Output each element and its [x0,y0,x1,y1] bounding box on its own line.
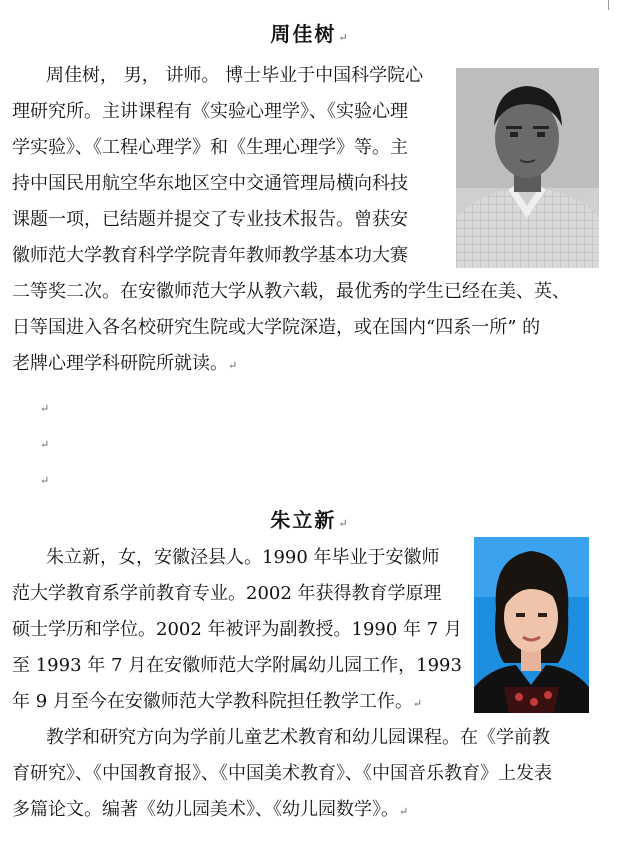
bio-line: 教学和研究方向为学前儿童艺术教育和幼儿园课程。在《学前教 [46,727,550,748]
paragraph-mark: ↵ [338,517,350,530]
paragraph-mark: ↵ [412,697,423,710]
section2-name: 朱立新 [270,508,337,532]
section1-bio [12,58,570,382]
bio-line-text: 老牌心理学科研院所就读。 [12,353,228,374]
bio-line [12,684,552,720]
bio-line [12,792,552,828]
bio-line: 育研究》、《中国教育报》、《中国美术教育》、《中国音乐教育》上发表 [12,763,552,784]
paragraph-mark: ↵ [228,359,238,372]
bio-line: 日等国进入各名校研究生院或大学院深造，或在国内“四系一所” 的 [12,317,541,338]
bio-line: 理研究所。主讲课程有《实验心理学》、《实验心理 [12,101,408,122]
section1-name: 周佳树 [270,22,337,46]
page-corner-mark [608,0,620,10]
paragraph-mark: ↵ [40,474,50,487]
bio-line: 课题一项，已结题并提交了专业技术报告。曾获安 [12,209,408,230]
paragraph-mark: ↵ [40,402,50,415]
paragraph-mark: ↵ [40,438,50,451]
bio-line: 至 1993 年 7 月在安徽师范大学附属幼儿园工作，1993 [12,655,462,676]
bio-line: 学实验》、《工程心理学》和《生理心理学》等。主 [12,137,408,158]
bio-line: 范大学教育系学前教育专业。2002 年获得教育学原理 [12,583,442,604]
bio-line [12,346,570,382]
section2-title [0,504,620,533]
bio-line: 二等奖二次。在安徽师范大学从教六载，最优秀的学生已经在美、英、 [12,281,570,302]
bio-line: 持中国民用航空华东地区空中交通管理局横向科技 [12,173,408,194]
bio-line-text: 年 9 月至今在安徽师范大学教科院担任教学工作。 [12,691,413,712]
section1-title [0,18,620,47]
paragraph-mark: ↵ [338,31,350,44]
bio-line: 徽师范大学教育科学学院青年教师教学基本功大赛 [12,245,408,266]
bio-line: 周佳树， 男， 讲师。 博士毕业于中国科学院心 [46,65,424,86]
bio-line: 朱立新，女，安徽泾县人。1990 年毕业于安徽师 [46,547,440,568]
paragraph-mark: ↵ [399,805,409,818]
section2-bio [12,540,552,828]
bio-line: 硕士学历和学位。2002 年被评为副教授。1990 年 7 月 [12,619,462,640]
bio-line-text: 多篇论文。编著《幼儿园美术》、《幼儿园数学》。 [12,799,399,820]
